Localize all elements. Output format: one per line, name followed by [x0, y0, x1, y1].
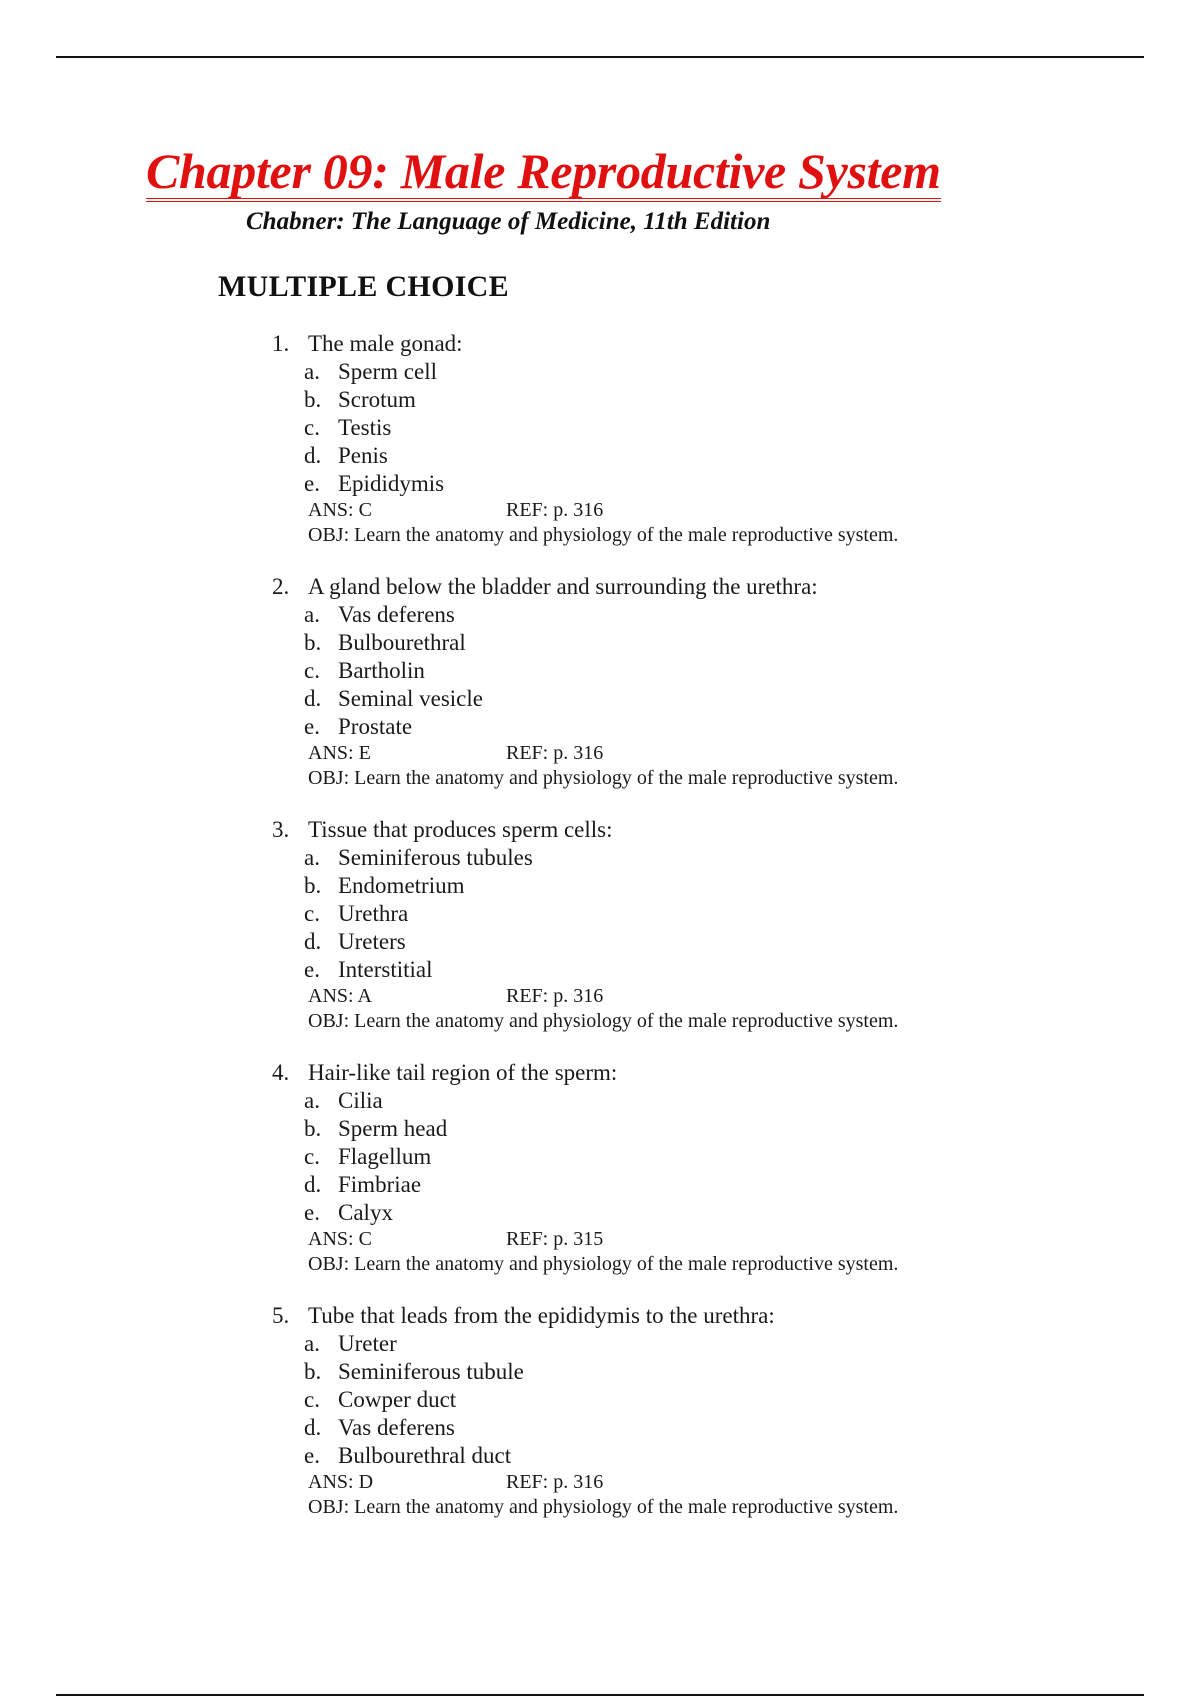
option-letter: b. [304, 387, 322, 412]
option-text: Cowper duct [338, 1387, 457, 1412]
question-2 [272, 573, 1092, 791]
option-d [304, 928, 1092, 956]
option-d [304, 442, 1092, 470]
learning-objective: OBJ: Learn the anatomy and physiology of the male reproductive system. [308, 1253, 899, 1275]
book-subtitle: Chabner: The Language of Medicine, 11th Edition [246, 208, 771, 235]
question-stem [272, 330, 1092, 358]
option-b [304, 1115, 1092, 1143]
option-letter: c. [304, 658, 320, 683]
option-letter: e. [304, 1200, 320, 1225]
answer-key: ANS: D [308, 1471, 374, 1493]
option-letter: e. [304, 1443, 320, 1468]
option-letter: a. [304, 845, 320, 870]
option-e [304, 956, 1092, 984]
answer-ref-row [308, 498, 1092, 523]
option-text: Bulbourethral [338, 630, 466, 655]
answer-ref-row [308, 741, 1092, 766]
option-e [304, 470, 1092, 498]
option-letter: c. [304, 415, 320, 440]
option-text: Ureter [338, 1331, 397, 1356]
option-b [304, 629, 1092, 657]
option-c [304, 414, 1092, 442]
option-list [272, 844, 1092, 984]
option-letter: d. [304, 443, 322, 468]
answer-key: ANS: A [308, 985, 372, 1007]
option-d [304, 1171, 1092, 1199]
option-a [304, 358, 1092, 386]
question-text: The male gonad: [308, 331, 463, 356]
page-reference: REF: p. 316 [506, 742, 604, 764]
question-text: Tube that leads from the epididymis to the urethra: [308, 1303, 775, 1328]
option-c [304, 657, 1092, 685]
option-letter: e. [304, 471, 320, 496]
option-list [272, 1330, 1092, 1470]
question-stem [272, 1059, 1092, 1087]
option-text: Ureters [338, 929, 406, 954]
option-text: Seminal vesicle [338, 686, 483, 711]
question-stem [272, 573, 1092, 601]
learning-objective: OBJ: Learn the anatomy and physiology of the male reproductive system. [308, 524, 899, 546]
question-number: 5. [272, 1303, 290, 1328]
question-text: Hair-like tail region of the sperm: [308, 1060, 618, 1085]
answer-block [272, 1227, 1092, 1277]
option-a [304, 601, 1092, 629]
option-text: Sperm cell [338, 359, 437, 384]
page-reference: REF: p. 316 [506, 499, 604, 521]
option-b [304, 386, 1092, 414]
option-text: Endometrium [338, 873, 465, 898]
question-stem [272, 1302, 1092, 1330]
answer-key: ANS: C [308, 1228, 372, 1250]
option-letter: a. [304, 1331, 320, 1356]
option-text: Vas deferens [338, 602, 455, 627]
answer-ref-row [308, 1470, 1092, 1495]
option-b [304, 872, 1092, 900]
option-text: Interstitial [338, 957, 433, 982]
option-letter: b. [304, 1116, 322, 1141]
option-a [304, 1087, 1092, 1115]
answer-ref-row [308, 984, 1092, 1009]
option-b [304, 1358, 1092, 1386]
option-letter: e. [304, 714, 320, 739]
option-text: Epididymis [338, 471, 445, 496]
option-letter: a. [304, 1088, 320, 1113]
answer-block [272, 498, 1092, 548]
learning-objective: OBJ: Learn the anatomy and physiology of the male reproductive system. [308, 1496, 899, 1518]
page-reference: REF: p. 316 [506, 985, 604, 1007]
question-number: 3. [272, 817, 290, 842]
option-letter: c. [304, 1144, 320, 1169]
option-letter: d. [304, 1415, 322, 1440]
learning-objective: OBJ: Learn the anatomy and physiology of the male reproductive system. [308, 1010, 899, 1032]
question-text: A gland below the bladder and surrounding the urethra: [308, 574, 818, 599]
option-letter: a. [304, 359, 320, 384]
question-4 [272, 1059, 1092, 1277]
page-reference: REF: p. 316 [506, 1471, 604, 1493]
option-a [304, 844, 1092, 872]
answer-key: ANS: C [308, 499, 372, 521]
option-text: Seminiferous tubules [338, 845, 533, 870]
learning-objective: OBJ: Learn the anatomy and physiology of the male reproductive system. [308, 767, 899, 789]
option-text: Cilia [338, 1088, 383, 1113]
option-list [272, 1087, 1092, 1227]
question-5 [272, 1302, 1092, 1520]
option-e [304, 1199, 1092, 1227]
bottom-rule [56, 1694, 1144, 1696]
option-letter: d. [304, 1172, 322, 1197]
option-e [304, 1442, 1092, 1470]
option-text: Flagellum [338, 1144, 432, 1169]
option-d [304, 1414, 1092, 1442]
answer-block [272, 984, 1092, 1034]
option-text: Bartholin [338, 658, 425, 683]
option-c [304, 1386, 1092, 1414]
option-text: Bulbourethral duct [338, 1443, 512, 1468]
option-d [304, 685, 1092, 713]
question-text: Tissue that produces sperm cells: [308, 817, 613, 842]
option-a [304, 1330, 1092, 1358]
option-letter: c. [304, 1387, 320, 1412]
option-e [304, 713, 1092, 741]
option-text: Penis [338, 443, 388, 468]
option-letter: b. [304, 873, 322, 898]
answer-block [272, 1470, 1092, 1520]
question-number: 1. [272, 331, 290, 356]
answer-block [272, 741, 1092, 791]
option-text: Testis [338, 415, 392, 440]
top-rule [56, 56, 1144, 58]
option-text: Prostate [338, 714, 413, 739]
answer-key: ANS: E [308, 742, 371, 764]
option-letter: e. [304, 957, 320, 982]
option-letter: b. [304, 630, 322, 655]
option-letter: b. [304, 1359, 322, 1384]
section-heading: MULTIPLE CHOICE [218, 270, 509, 303]
option-c [304, 1143, 1092, 1171]
question-1 [272, 330, 1092, 548]
option-list [272, 601, 1092, 741]
question-3 [272, 816, 1092, 1034]
option-text: Scrotum [338, 387, 416, 412]
question-number: 4. [272, 1060, 290, 1085]
option-letter: d. [304, 686, 322, 711]
question-stem [272, 816, 1092, 844]
page-reference: REF: p. 315 [506, 1228, 604, 1250]
option-text: Calyx [338, 1200, 393, 1225]
answer-ref-row [308, 1227, 1092, 1252]
option-letter: d. [304, 929, 322, 954]
option-c [304, 900, 1092, 928]
option-text: Fimbriae [338, 1172, 422, 1197]
option-letter: a. [304, 602, 320, 627]
option-text: Vas deferens [338, 1415, 455, 1440]
option-text: Urethra [338, 901, 409, 926]
option-text: Sperm head [338, 1116, 448, 1141]
chapter-title: Chapter 09: Male Reproductive System [146, 146, 941, 202]
option-text: Seminiferous tubule [338, 1359, 524, 1384]
option-list [272, 358, 1092, 498]
question-number: 2. [272, 574, 290, 599]
option-letter: c. [304, 901, 320, 926]
